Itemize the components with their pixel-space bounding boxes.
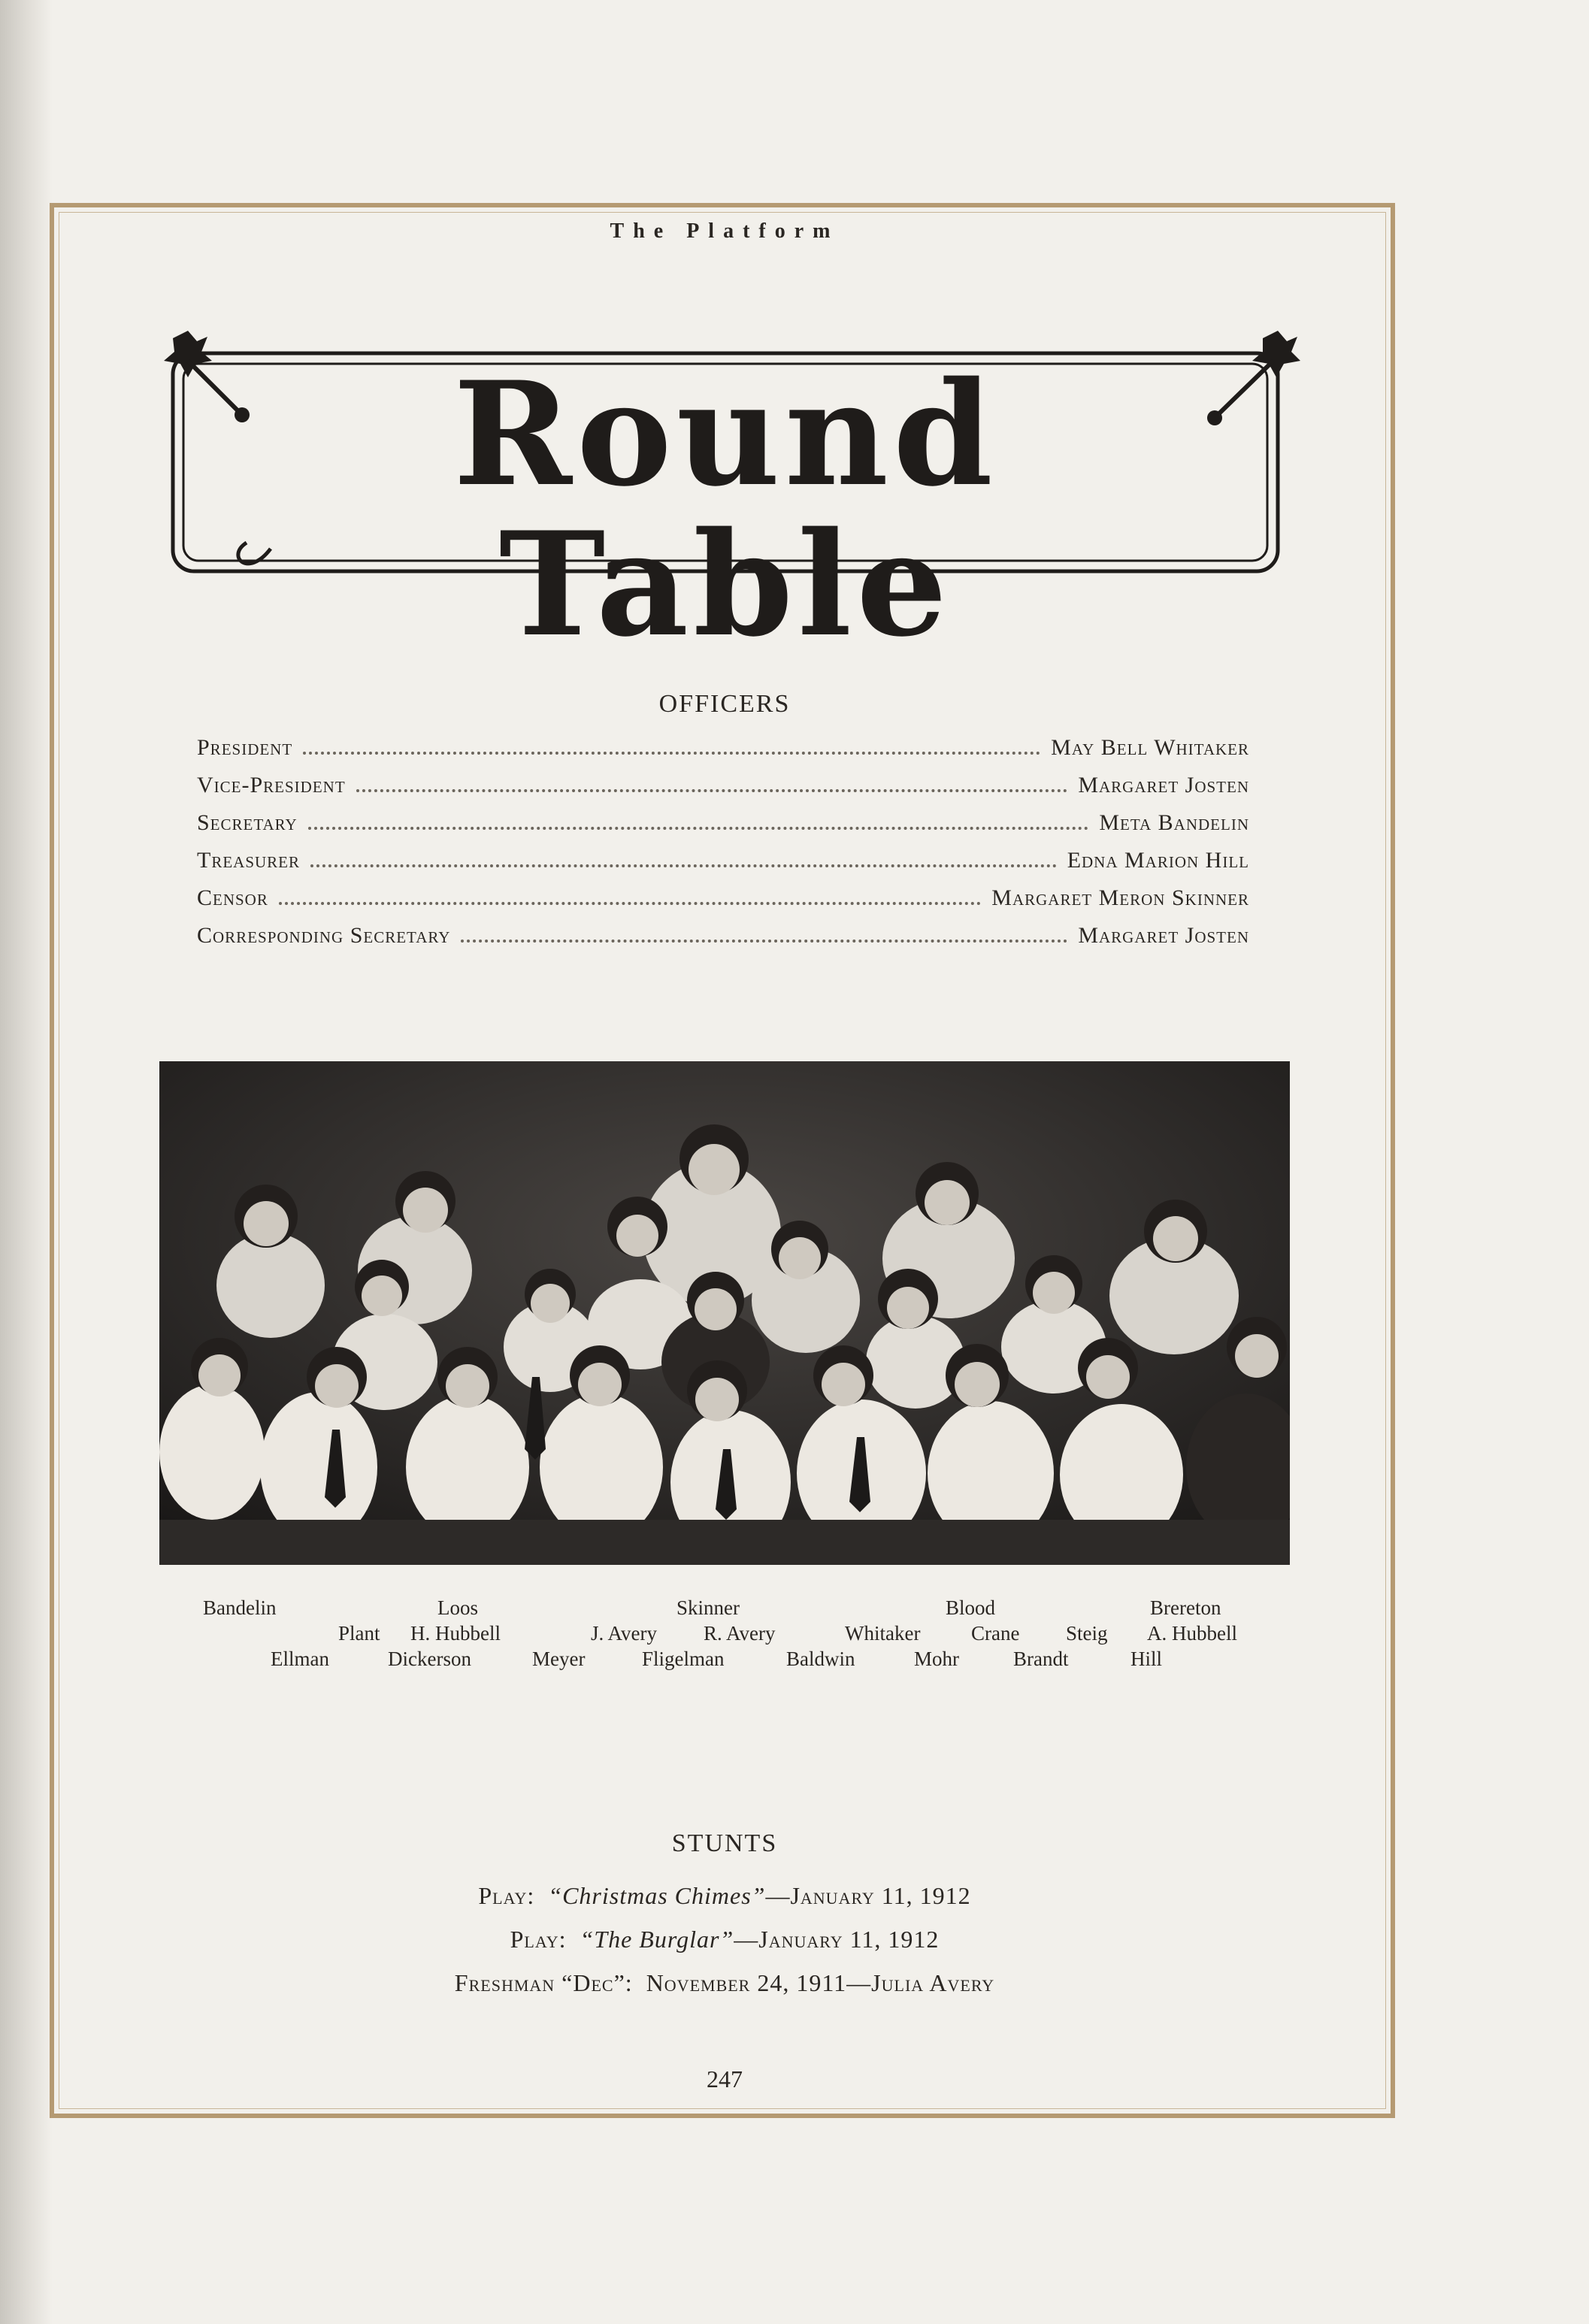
stunt-detail: November 24, 1911—Julia Avery [646, 1969, 995, 1996]
caption-name: Fligelman [642, 1648, 725, 1670]
officer-name: Margaret Meron Skinner [991, 885, 1249, 910]
stunt-title: “The Burglar” [580, 1926, 734, 1953]
caption-name: R. Avery [704, 1622, 776, 1645]
caption-name: J. Avery [591, 1622, 657, 1645]
stunt-label: Play: [510, 1926, 567, 1953]
caption-name: Mohr [914, 1648, 959, 1670]
leader-dots [303, 752, 1040, 755]
leader-dots [461, 940, 1067, 943]
leader-dots [279, 902, 981, 905]
stunts-heading: STUNTS [671, 1829, 778, 1857]
stunt-detail: —January 11, 1912 [734, 1926, 940, 1953]
stunt-item [0, 1926, 1449, 1953]
stunt-item [0, 1969, 1449, 1997]
officer-name: Margaret Josten [1078, 923, 1249, 948]
officer-row [197, 923, 1249, 961]
caption-name: Bandelin [203, 1596, 277, 1619]
officer-row [197, 773, 1249, 810]
caption-name: Skinner [676, 1596, 740, 1619]
stunt-label: Freshman “Dec”: [454, 1969, 633, 1996]
caption-name: Ellman [271, 1648, 329, 1670]
caption-name: Blood [946, 1596, 996, 1619]
officer-name: Margaret Josten [1078, 773, 1249, 797]
caption-name: Baldwin [786, 1648, 855, 1670]
officer-role: Secretary [197, 810, 298, 835]
officer-role: Treasurer [197, 848, 301, 873]
caption-name: H. Hubbell [410, 1622, 501, 1645]
caption-name: Hill [1130, 1648, 1163, 1670]
caption-name: Crane [971, 1622, 1020, 1645]
caption-name: Steig [1066, 1622, 1108, 1645]
officer-row [197, 735, 1249, 773]
leader-dots [308, 827, 1089, 830]
officer-role: Corresponding Secretary [197, 923, 451, 948]
caption-name: Meyer [532, 1648, 586, 1670]
caption-name: A. Hubbell [1147, 1622, 1237, 1645]
officer-row [197, 885, 1249, 923]
stunt-title: “Christmas Chimes” [548, 1882, 766, 1909]
leader-dots [310, 864, 1057, 867]
caption-name: Whitaker [845, 1622, 921, 1645]
caption-name: Dickerson [388, 1648, 471, 1670]
page-title: Round Table [453, 350, 997, 668]
right-ornament-icon [1207, 331, 1300, 425]
stunt-detail: —January 11, 1912 [765, 1882, 971, 1909]
caption-name: Brandt [1013, 1648, 1069, 1670]
caption-name: Brereton [1150, 1596, 1221, 1619]
officer-role: President [197, 735, 293, 760]
leader-dots [356, 789, 1068, 792]
stunt-item [0, 1882, 1449, 1910]
officers-heading: OFFICERS [658, 690, 791, 718]
group-photograph [159, 1061, 1290, 1565]
stunt-label: Play: [478, 1882, 535, 1909]
officers-list [197, 735, 1249, 961]
caption-name: Plant [338, 1622, 380, 1645]
page-number: 247 [707, 2065, 743, 2093]
officer-role: Vice-President [197, 773, 346, 797]
officer-name: Edna Marion Hill [1067, 848, 1249, 873]
left-ornament-icon [164, 331, 250, 422]
officer-row [197, 810, 1249, 848]
running-head: The Platform [610, 219, 840, 243]
officer-name: May Bell Whitaker [1051, 735, 1249, 760]
officer-role: Censor [197, 885, 268, 910]
officer-name: Meta Bandelin [1099, 810, 1249, 835]
caption-name: Loos [437, 1596, 478, 1619]
officer-row [197, 848, 1249, 885]
